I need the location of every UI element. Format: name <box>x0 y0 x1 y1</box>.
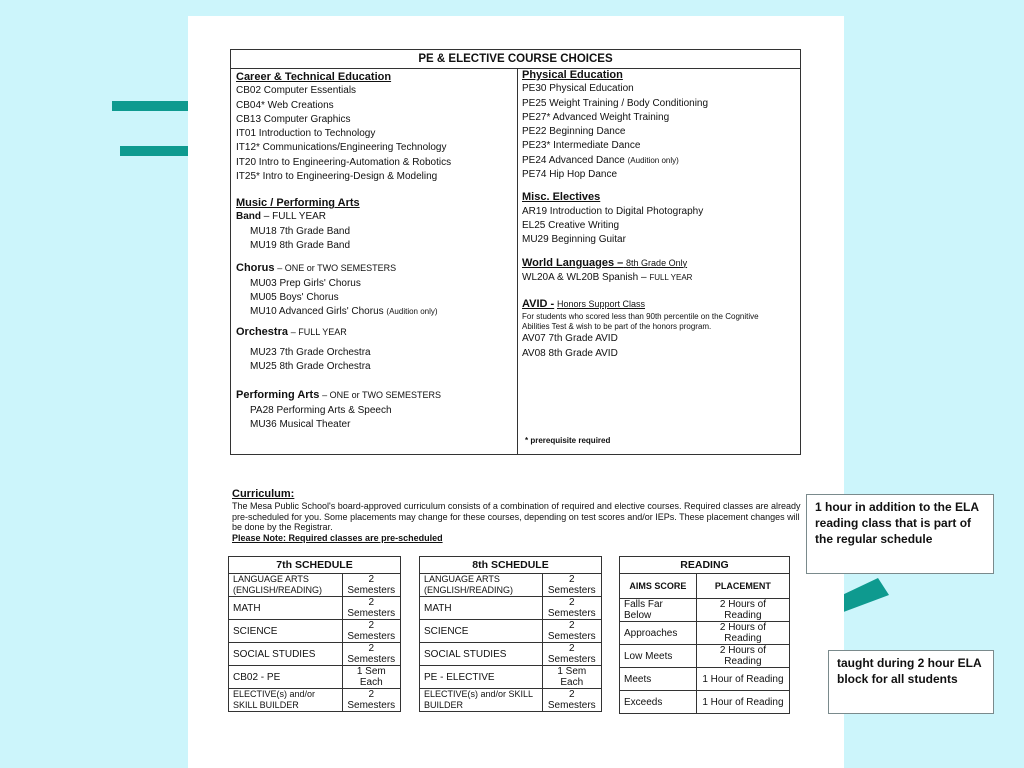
table-row <box>620 691 790 714</box>
band-suffix: – FULL YEAR <box>263 211 327 223</box>
value-cell: 2 Semesters <box>342 574 400 597</box>
chorus-adv-label: MU10 Advanced Girls' Chorus <box>250 306 384 318</box>
table-row <box>229 666 401 689</box>
list-item: MU19 8th Grade Band <box>250 239 351 251</box>
value-cell: 1 Sem Each <box>542 666 601 689</box>
perf-list <box>236 404 516 433</box>
cte-heading: Career & Technical Education <box>236 71 392 83</box>
course-cell: Exceeds <box>620 691 697 714</box>
list-item: PE27* Advanced Weight Training <box>522 111 670 123</box>
value-cell: 1 Sem Each <box>342 666 400 689</box>
list-item: IT01 Introduction to Technology <box>236 128 376 140</box>
table-row <box>229 574 401 597</box>
course-cell: ELECTIVE(s) and/or SKILL BUILDER <box>229 689 343 712</box>
pe-list <box>522 82 798 182</box>
left-column <box>236 70 516 432</box>
avid-suffix: Honors Support Class <box>556 299 646 310</box>
column-divider <box>517 68 518 455</box>
music-heading: Music / Performing Arts <box>236 197 360 210</box>
value-cell: 2 Semesters <box>542 643 601 666</box>
orch-heading: Orchestra <box>236 326 288 339</box>
list-item: CB04* Web Creations <box>236 99 334 111</box>
value-cell: 2 Semesters <box>542 620 601 643</box>
schedule-8th-table <box>419 556 602 712</box>
curriculum-note: Please Note: Required classes are pre-scheduled <box>232 532 443 543</box>
value-cell: 2 Hours of Reading <box>696 622 789 645</box>
orch-suffix: – FULL YEAR <box>290 327 347 338</box>
table-row <box>420 689 602 712</box>
list-item: EL25 Creative Writing <box>522 219 620 231</box>
list-item: PE23* Intermediate Dance <box>522 140 641 152</box>
chorus-heading-line <box>236 261 516 276</box>
course-cell: SOCIAL STUDIES <box>420 643 543 666</box>
callout-ela-block: taught during 2 hour ELA block for all students <box>828 650 994 714</box>
list-item: CB13 Computer Graphics <box>236 113 351 125</box>
list-item: MU23 7th Grade Orchestra <box>250 346 371 358</box>
list-item: MU36 Musical Theater <box>250 418 351 430</box>
value-cell: 2 Semesters <box>542 597 601 620</box>
table-row <box>229 643 401 666</box>
list-item: PA28 Performing Arts & Speech <box>250 404 392 416</box>
list-item: MU05 Boys' Chorus <box>250 291 339 303</box>
list-item: IT12* Communications/Engineering Technology <box>236 142 447 154</box>
avid-heading-line <box>522 297 798 312</box>
list-item: MU25 8th Grade Orchestra <box>250 361 371 373</box>
pe-adv-dance: PE24 Advanced Dance <box>522 154 625 166</box>
aims-score-header: AIMS SCORE <box>620 574 697 599</box>
avid-list <box>522 332 798 361</box>
list-item: PE25 Weight Training / Body Conditioning <box>522 97 709 109</box>
course-cell: MATH <box>229 597 343 620</box>
table-row <box>420 666 602 689</box>
list-item: AR19 Introduction to Digital Photography <box>522 205 704 217</box>
perf-heading-line <box>236 388 516 403</box>
chorus-list <box>236 277 516 320</box>
course-cell: LANGUAGE ARTS (ENGLISH/READING) <box>229 574 343 597</box>
table-row <box>229 689 401 712</box>
perf-heading: Performing Arts <box>236 389 320 402</box>
wl-line <box>522 271 798 285</box>
value-cell: 2 Semesters <box>542 574 601 597</box>
course-cell: SCIENCE <box>229 620 343 643</box>
list-item <box>522 154 798 168</box>
table-row <box>420 620 602 643</box>
table-row <box>229 597 401 620</box>
list-item: MU18 7th Grade Band <box>250 225 351 237</box>
wl-suffix: 8th Grade Only <box>626 257 688 268</box>
misc-heading: Misc. Electives <box>522 191 601 204</box>
audition-note: (Audition only) <box>627 155 679 165</box>
value-cell: 2 Hours of Reading <box>696 599 789 622</box>
curriculum-text: The Mesa Public School's board-approved curriculum consists of a combination of required and elective courses. Required classes are already pre-scheduled for you. Some placements may change for these courses, depending on test scores and/or IEPs. These placement changes will be done by the Registrar. <box>232 501 801 532</box>
list-item: IT25* Intro to Engineering-Design & Modeling <box>236 171 438 183</box>
schedule-7th-title: 7th SCHEDULE <box>229 557 401 574</box>
course-cell: SOCIAL STUDIES <box>229 643 343 666</box>
audition-note: (Audition only) <box>386 307 438 317</box>
course-cell: Meets <box>620 668 697 691</box>
list-item: CB02 Computer Essentials <box>236 85 357 97</box>
course-cell: Low Meets <box>620 645 697 668</box>
value-cell: 2 Semesters <box>342 597 400 620</box>
value-cell: 1 Hour of Reading <box>696 668 789 691</box>
reading-title: READING <box>620 557 790 574</box>
list-item: PE74 Hip Hop Dance <box>522 169 618 181</box>
orch-list <box>236 346 516 375</box>
course-choices-box <box>230 49 801 455</box>
list-item: IT20 Intro to Engineering-Automation & Robotics <box>236 156 452 168</box>
document-page <box>188 16 844 768</box>
value-cell: 1 Hour of Reading <box>696 691 789 714</box>
table-row <box>420 574 602 597</box>
course-cell: CB02 - PE <box>229 666 343 689</box>
schedule-7th-table <box>228 556 401 712</box>
course-choices-title: PE & ELECTIVE COURSE CHOICES <box>418 53 613 65</box>
wl-heading: World Languages – <box>522 256 624 269</box>
table-row <box>620 645 790 668</box>
band-heading-line <box>236 210 516 224</box>
perf-suffix: – ONE or TWO SEMESTERS <box>322 390 441 401</box>
schedule-8th-title: 8th SCHEDULE <box>420 557 602 574</box>
course-cell: ELECTIVE(s) and/or SKILL BUILDER <box>420 689 543 712</box>
pe-heading: Physical Education <box>522 69 623 81</box>
curriculum-heading: Curriculum: <box>232 488 295 500</box>
cte-list <box>236 84 516 184</box>
avid-heading: AVID - <box>522 298 555 311</box>
value-cell: 2 Hours of Reading <box>696 645 789 668</box>
orch-heading-line <box>236 325 516 340</box>
band-list <box>236 225 516 254</box>
value-cell: 2 Semesters <box>342 620 400 643</box>
course-cell: LANGUAGE ARTS (ENGLISH/READING) <box>420 574 543 597</box>
course-cell: MATH <box>420 597 543 620</box>
table-row <box>620 599 790 622</box>
value-cell: 2 Semesters <box>342 643 400 666</box>
chorus-suffix: – ONE or TWO SEMESTERS <box>277 263 397 274</box>
list-item: AV08 8th Grade AVID <box>522 347 618 359</box>
curriculum-section <box>232 488 802 543</box>
table-row <box>420 643 602 666</box>
value-cell: 2 Semesters <box>542 689 601 712</box>
list-item: PE22 Beginning Dance <box>522 126 626 138</box>
avid-description: For students who scored less than 90th percentile on the Cognitive Abilities Test & wish to be part of the honors program. <box>522 312 759 332</box>
course-cell: Approaches <box>620 622 697 645</box>
band-heading: Band <box>236 211 261 223</box>
chorus-heading: Chorus <box>236 262 275 275</box>
list-item: MU03 Prep Girls' Chorus <box>250 277 361 289</box>
table-row <box>420 597 602 620</box>
value-cell: 2 Semesters <box>342 689 400 712</box>
list-item <box>250 305 516 319</box>
course-cell: SCIENCE <box>420 620 543 643</box>
list-item: AV07 7th Grade AVID <box>522 333 618 345</box>
misc-list <box>522 205 798 248</box>
callout-reading-class: 1 hour in addition to the ELA reading class that is part of the regular schedule <box>806 494 994 574</box>
table-row <box>620 622 790 645</box>
placement-header: PLACEMENT <box>696 574 789 599</box>
prereq-note: * prerequisite required <box>525 436 611 445</box>
wl-heading-line <box>522 256 798 271</box>
wl-year: FULL YEAR <box>649 272 693 282</box>
right-column <box>522 68 798 445</box>
wl-spanish: WL20A & WL20B Spanish – <box>522 271 647 283</box>
table-row <box>229 620 401 643</box>
list-item: PE30 Physical Education <box>522 83 634 95</box>
course-cell: Falls Far Below <box>620 599 697 622</box>
table-row <box>620 668 790 691</box>
course-cell: PE - ELECTIVE <box>420 666 543 689</box>
reading-table <box>619 556 790 714</box>
list-item: MU29 Beginning Guitar <box>522 234 626 246</box>
